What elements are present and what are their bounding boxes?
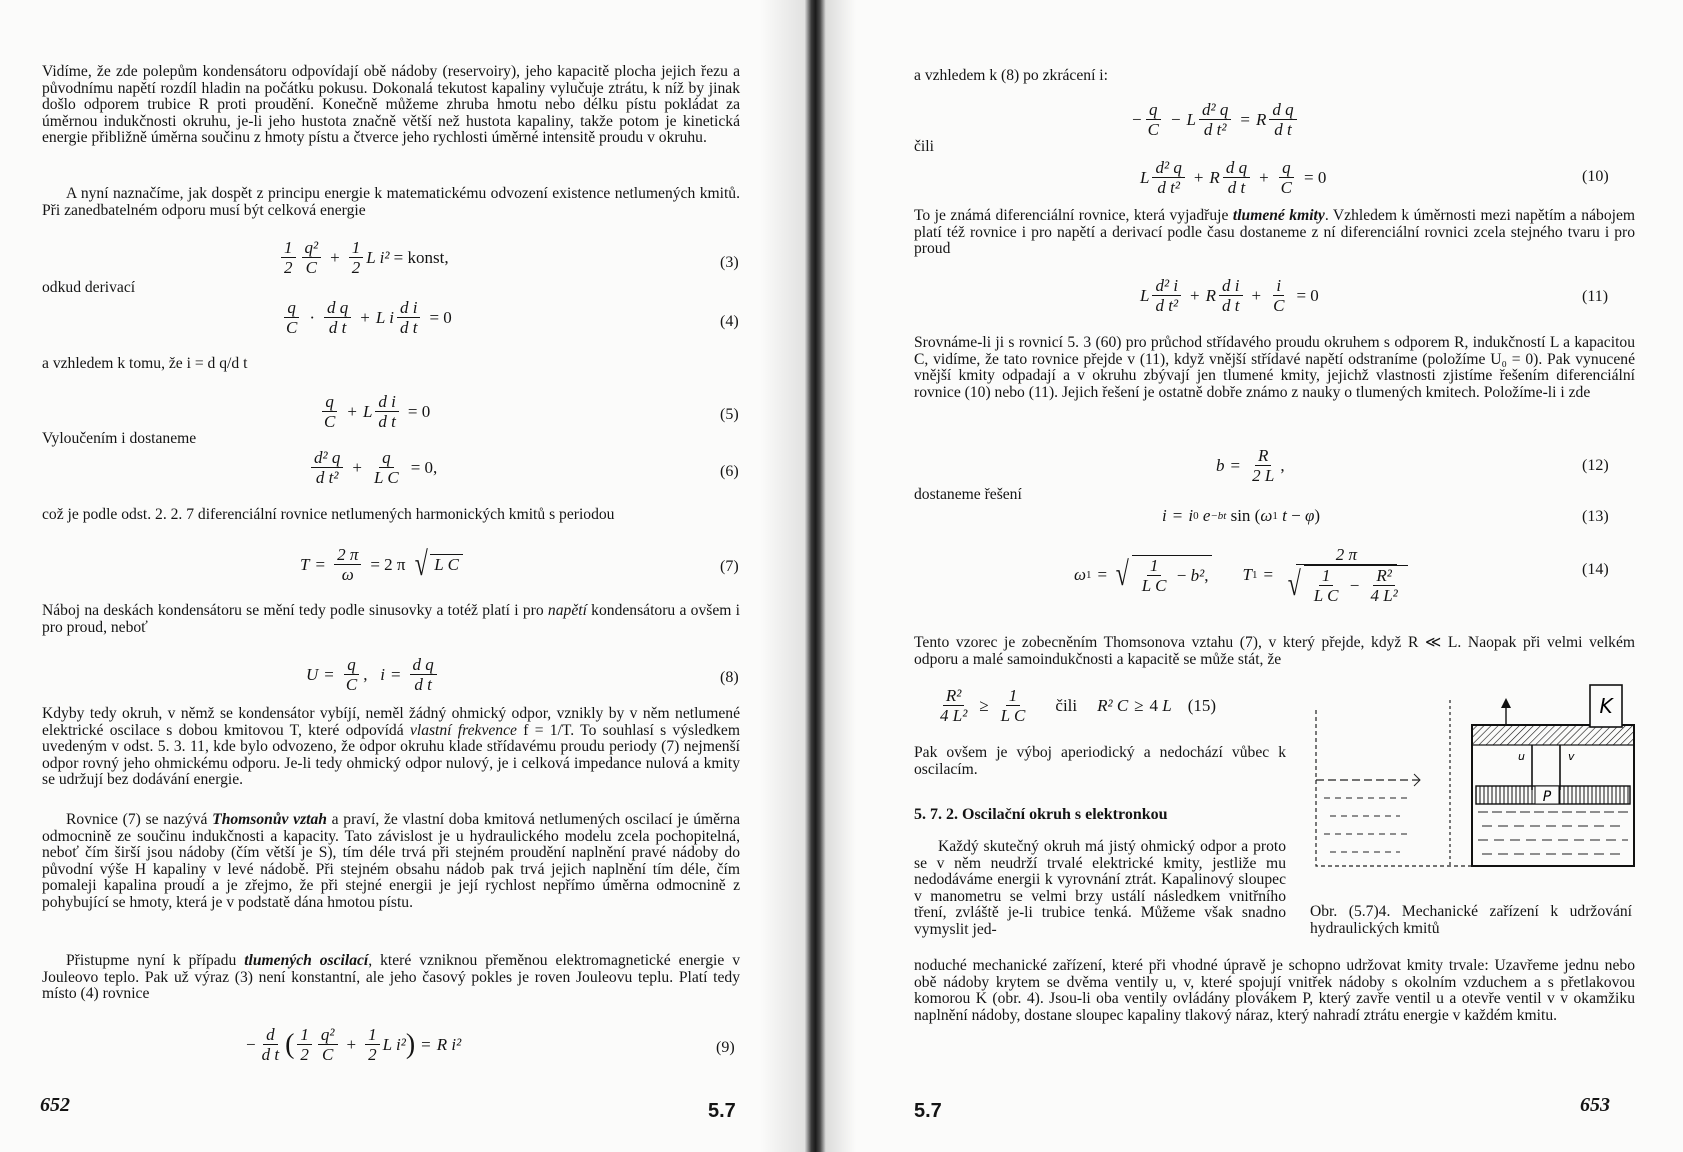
equation-number-11: (11) [1582, 288, 1609, 305]
equation-number-8: (8) [720, 669, 739, 686]
left-paragraph-6: Rovnice (7) se nazývá Thomsonův vztah a praví, že vlastní doba kmitová netlumených oscilací je úměrna odmocnině ze součinu indukčnosti a kapacity. Tato závislost je u hydraulického modelu zcela pochopitelná, neboť čím širší jsou nádoby (čím větší je S), tím déle trvá při stejném proudění naplnění pravé nádoby do původní výše H kapaliny v levé nádobě. Při stejném obsahu nádob pak trvá jejich naplnění tím déle, čím pomaleji kapalina proudí a je zřejmo, že při stejné energii je její rychlost nepřímo úměrna odmocnině z pohybující se hmoty, která je v podstatě dána hmotou pístu. [42, 811, 740, 911]
left-page [0, 0, 805, 1152]
equation-12: b = $\frac{R}{2 L}$ , [1216, 446, 1285, 485]
left-paragraph-5: Kdyby tedy okruh, v němž se kondensátor vybíjí, neměl žádný ohmický odpor, vznikly by v něm netlumené elektrické oscilace s dobou kmitovou T, které odpovídá vlastní frekvence f = 1/T. To souhlasí s výsledkem uvedeným v odst. 5. 3. 11, kde bylo odvozeno, že odpor okruhu klade střídavému proudu periody (7) nejmenší odpor rovný jeho ohmickému odporu. Je-li tedy ohmický odpor nulový, je i celková impedance nulová a kmity se udržují bez dodávání energie. [42, 705, 740, 788]
figure-label-p: P [1542, 789, 1552, 805]
right-paragraph-5: Každý skutečný okruh má jistý ohmický odpor a proto se v něm neudrží trvalé elektrické kmity, jestliže mu nedodáváme energii k vyrovnání ztrát. Kapalinový sloupec v manometru se velmi brzy ustálí následkem vnitřního tření, zvláště je-li trubice tenká. Můžeme však snadno vymyslit jed- [914, 838, 1286, 938]
section-heading: 5. 7. 2. Oscilační okruh s elektronkou [914, 806, 1168, 823]
right-paragraph-4: Pak ovšem je výboj aperiodický a nedochází vůbec k oscilacím. [914, 744, 1286, 778]
equation-number-10: (10) [1582, 168, 1609, 185]
equation-6: $\frac{\text{d² q}}{\text{d t²}}$ + $\frac{q}{\text{L C}}$ = 0, [308, 448, 443, 487]
equation-4: $\frac{q}{C}$ · $\frac{\text{d q}}{\text{d t}}$ + L i $\frac{\text{d i}}{\text{d t}}$ = 0 [286, 298, 452, 337]
left-paragraph-2: A nyní naznačíme, jak dospět z principu energie k matematickému odvození existence netlumených kmitů. Při zanedbatelném odporu musí být celková energie [42, 185, 740, 219]
page-number-left: 652 [40, 1094, 70, 1116]
equation-10: L $\frac{\text{d² q}}{\text{d t²}}$ + R $\frac{\text{d q}}{\text{d t}}$ + $\frac{q}{C}$ = 0 [1140, 158, 1327, 197]
equation-5: $\frac{q}{C}$ + L $\frac{\text{d i}}{\text{d t}}$ = 0 [324, 392, 431, 431]
right-paragraph-2: Srovnáme-li ji s rovnicí 5. 3 (60) pro průchod střídavého proudu okruhem s odporem R, indukčností L a kapacitou C, vidíme, že tato rovnice přejde v (11), když vnější střídavé napětí odstraníme (položíme U₀ = 0). Pak vynucené vnější kmity odpadají a v okruhu zbývají jen tlumené kmity, jejichž vlastnosti zjistíme řešením diferenciální rovnice (10) nebo (11). Jejich řešení je ostatně dobře známo z nauky o tlumených kmitech. Položíme-li i zde [914, 334, 1635, 401]
left-paragraph-4: Náboj na deskách kondensátoru se mění tedy podle sinusovky a totéž platí i pro napětí kondensátoru a ovšem i pro proud, neboť [42, 602, 740, 636]
right-paragraph-6: noduché mechanické zařízení, které při vhodné úpravě je schopno udržovat kmity trvale: Uzavřeme jednu nebo obě nádoby krytem se dvěma ventily u, v, které spojují vnitřek nádoby s okolním vzduchem a s přetlakovou komorou K (obr. 4). Jsou-li oba ventily ovládány plovákem P, který zavře ventil u a otevře ventil v v okamžiku naplnění nádoby, dostane sloupec kapaliny tlakový náraz, který nahradí ztrátu energie v každém kmitu. [914, 957, 1635, 1024]
equation-number-13: (13) [1582, 508, 1609, 525]
section-mark-left: 5.7 [708, 1100, 736, 1122]
equation-number-6: (6) [720, 463, 739, 480]
figure-label-k: K [1599, 694, 1613, 718]
equation-9: − $\frac{d}{\text{d t}}$ ( $\frac{1}{2}$ $\frac{\text{q²}}{C}$ + $\frac{1}{2}$ L i² ) = R i² [246, 1025, 462, 1064]
figure-hydraulic-device [1310, 680, 1640, 870]
figure-label-v: v [1568, 750, 1575, 763]
equation-number-15: (15) [1187, 695, 1217, 715]
figure-caption: Obr. (5.7)4. Mechanické zařízení k udržování hydraulických kmitů [1310, 902, 1632, 937]
left-paragraph-1: Vidíme, že zde polepům kondensátoru odpovídají obě nádoby (reservoiry), jeho kapacitě plocha jejich řezu a původnímu napětí rozdíl hladin na počátku pokusu. Dokonalá tekutost kapaliny vylučuje ztrátu, k níž by jinak došlo odporem trubice R proti proudění. Konečně můžeme zhruba hmotu nebo délku pístu pokládat za úměrnou indukčnosti okruhu, je-li jeho hustota značně větší než hustota kapaliny, takže potom je kinetická energie přibližně úměrna součinu z hmoty pístu a čtverce jeho rychlosti úměrné intensitě proudu v okruhu. [42, 63, 740, 146]
equation-11: L $\frac{\text{d² i}}{\text{d t²}}$ + R $\frac{\text{d i}}{\text{d t}}$ + $\frac{i}{C}$ = 0 [1140, 276, 1319, 315]
equation-number-5: (5) [720, 406, 739, 423]
equation-14: ω 1 = √ $\frac{1}{\text{L C}}$ − b² , T 1 = 2 π √ $\frac{1}{\text{L C}}$ − $\frac{\text{R²}}{\text{4 L²}}$ [1074, 545, 1414, 605]
right-text-cili: čili [914, 138, 934, 155]
left-paragraph-3: což je podle odst. 2. 2. 7 diferenciální rovnice netlumených harmonických kmitů s periodou [42, 506, 615, 523]
equation-15: $\frac{\text{R²}}{\text{4 L²}}$ ≥ $\frac{1}{\text{L C}}$ čili R² C ≥ 4 L (15) [940, 686, 1217, 725]
equation-number-3: (3) [720, 254, 739, 271]
equation-3: $\frac{1}{2}$ $\frac{\text{q²}}{C}$ + $\frac{1}{2}$ L i² = konst, [278, 238, 449, 277]
right-paragraph-1: To je známá diferenciální rovnice, která vyjadřuje tlumené kmity. Vzhledem k úměrnosti mezi napětím a nábojem platí též rovnice i pro napětí a derivací podle času dostaneme z ní diferenciální rovnici zcela stejného tvaru i pro proud [914, 207, 1635, 257]
equation-number-7: (7) [720, 558, 739, 575]
left-text-vyloucenim: Vyloučením i dostaneme [42, 430, 197, 447]
equation-8: U = $\frac{q}{C}$ , i = $\frac{\text{d q}}{\text{d t}}$ [306, 655, 440, 694]
page-number-right: 653 [1580, 1094, 1610, 1116]
left-text-odkud: odkud derivací [42, 279, 136, 296]
left-text-vzhledem: a vzhledem k tomu, že i = d q/d t [42, 355, 248, 372]
equation-13: i = i 0 e −bt sin ( ω 1 t − φ ) [1162, 506, 1321, 525]
equation-7: T = $\frac{2 \pi}{\omega}$ = 2 π √ L C [300, 545, 463, 584]
right-text-intro: a vzhledem k (8) po zkrácení i: [914, 67, 1108, 84]
equation-number-14: (14) [1582, 561, 1609, 578]
right-paragraph-3: Tento vzorec je zobecněním Thomsonova vztahu (7), v který přejde, když R ≪ L. Naopak při velmi velkém odporu a malé samoindukčnosti a kapacitě se může stát, že [914, 634, 1635, 668]
figure-label-u: u [1518, 750, 1525, 763]
equation-number-4: (4) [720, 313, 739, 330]
equation-number-9: (9) [716, 1039, 735, 1056]
right-page [826, 0, 1683, 1152]
section-mark-right: 5.7 [914, 1100, 942, 1122]
right-text-dostaneme: dostaneme řešení [914, 486, 1022, 503]
equation-number-12: (12) [1582, 457, 1609, 474]
left-paragraph-7: Přistupme nyní k případu tlumených oscilací, které vzniknou přeměnou elektromagnetické energie v Jouleovo teplo. Pak už výraz (3) není konstantní, ale jeho časový pokles je roven Jouleovu teplu. Platí tedy místo (4) rovnice [42, 952, 741, 1002]
equation-unnumbered: − $\frac{q}{C}$ − L $\frac{\text{d² q}}{\text{d t²}}$ = R $\frac{\text{d q}}{\text{d t}}$ [1132, 100, 1300, 139]
book-gutter [805, 0, 826, 1152]
